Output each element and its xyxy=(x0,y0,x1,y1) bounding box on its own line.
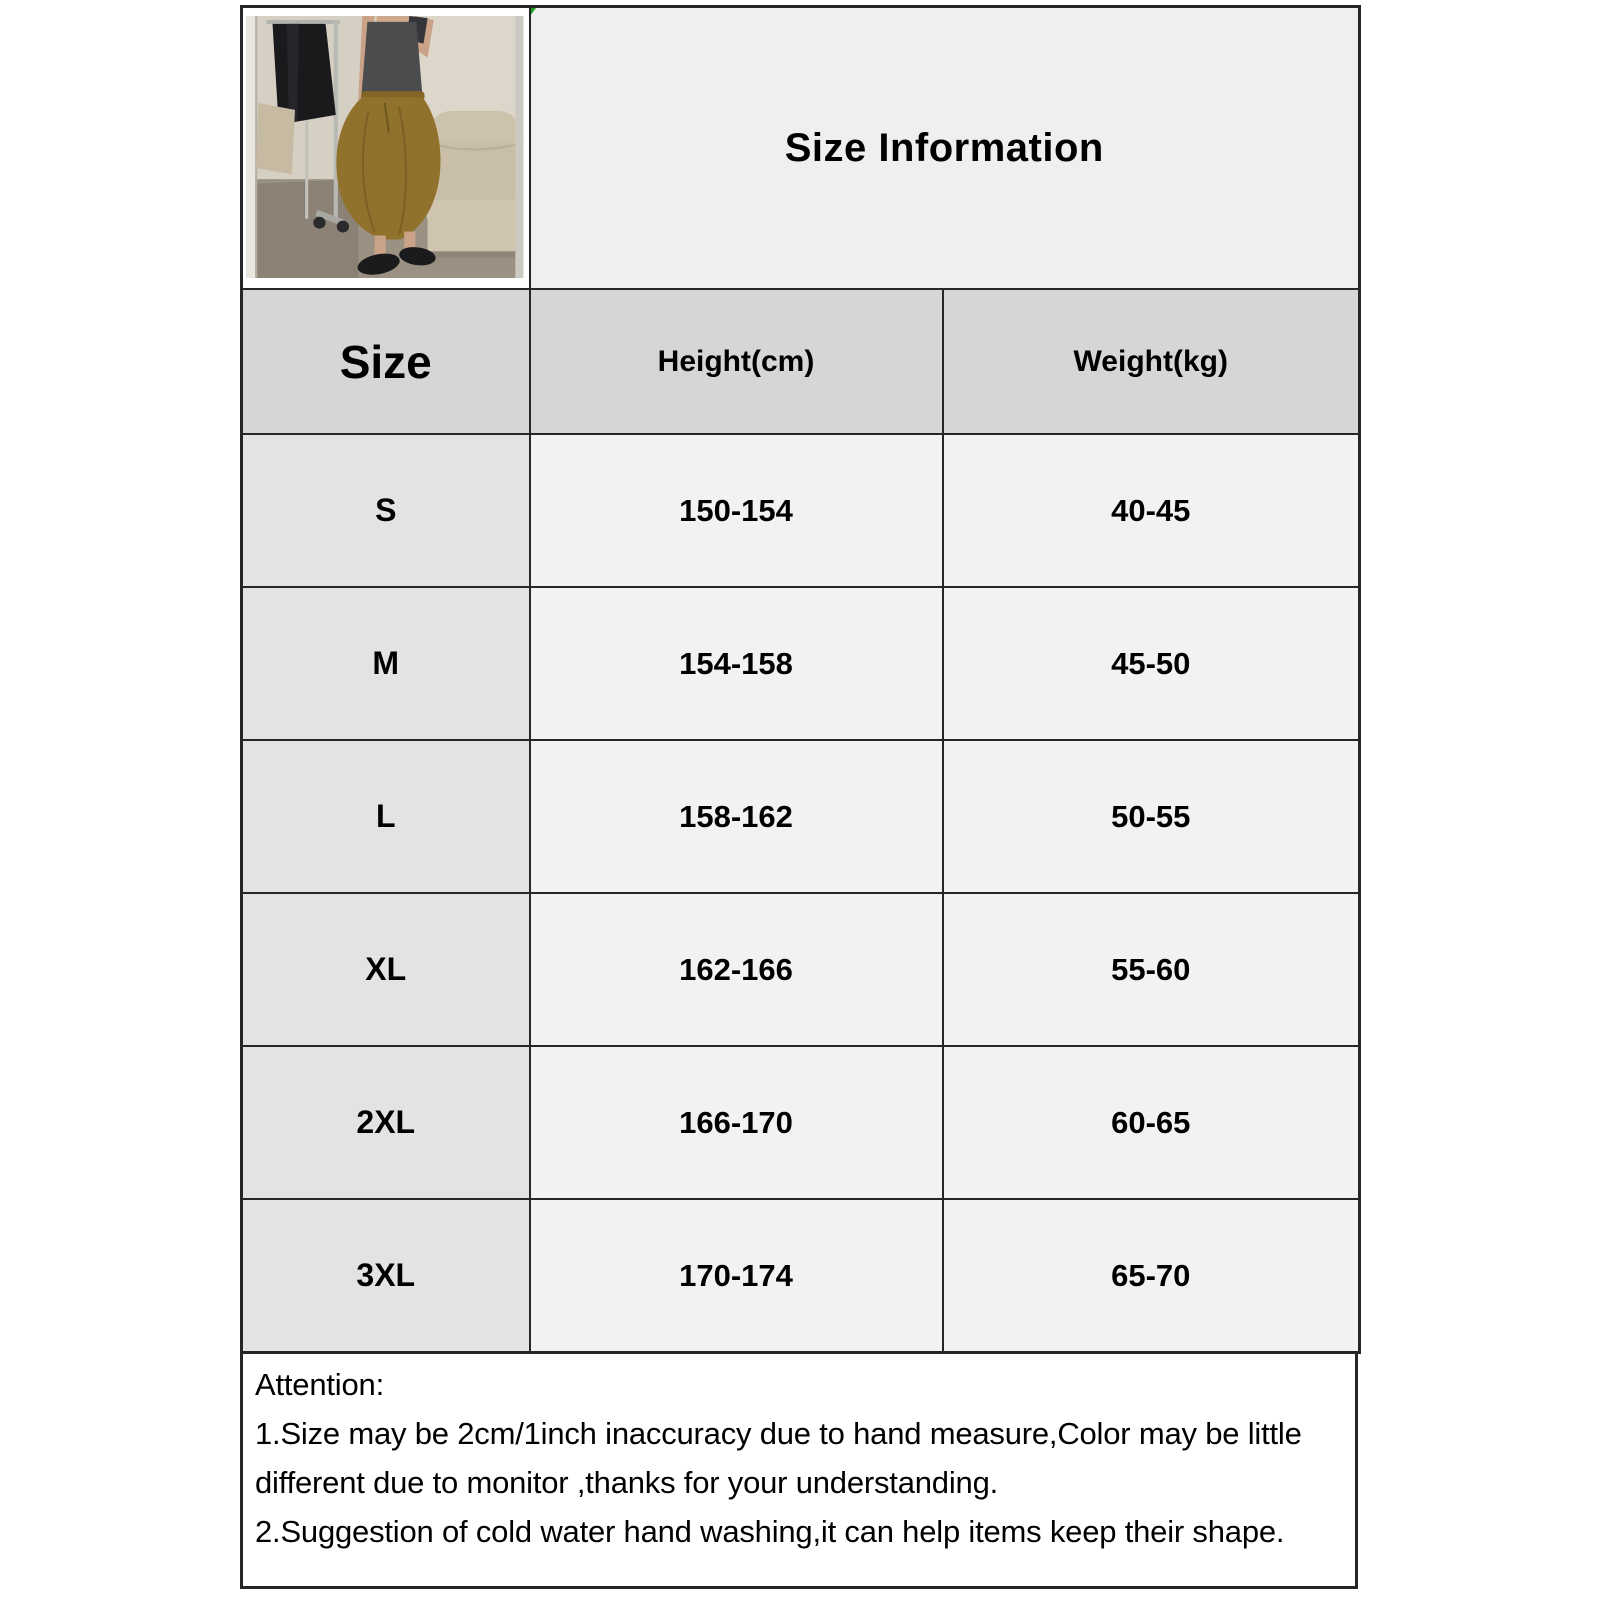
weight-cell: 45-50 xyxy=(943,587,1360,740)
weight-cell: 65-70 xyxy=(943,1199,1360,1353)
column-header-height: Height(cm) xyxy=(530,289,943,434)
column-header-weight: Weight(kg) xyxy=(943,289,1360,434)
attention-box xyxy=(240,1354,1358,1589)
attention-title: Attention: xyxy=(255,1367,384,1402)
table-row xyxy=(242,1046,1360,1199)
weight-cell: 40-45 xyxy=(943,434,1360,587)
size-cell: 3XL xyxy=(242,1199,530,1353)
height-cell: 154-158 xyxy=(530,587,943,740)
size-cell: XL xyxy=(242,893,530,1046)
table-row xyxy=(242,893,1360,1046)
page-title: Size Information xyxy=(784,125,1104,170)
title-cell xyxy=(530,7,1360,290)
table-row xyxy=(242,740,1360,893)
height-cell: 170-174 xyxy=(530,1199,943,1353)
size-cell: L xyxy=(242,740,530,893)
weight-cell: 55-60 xyxy=(943,893,1360,1046)
beige-garment xyxy=(256,103,295,174)
cell-flag-icon xyxy=(530,7,542,17)
height-cell: 150-154 xyxy=(530,434,943,587)
mirror-edge xyxy=(246,16,255,278)
product-photo-cell xyxy=(242,7,530,290)
size-table-body xyxy=(242,434,1360,1353)
height-cell: 162-166 xyxy=(530,893,943,1046)
height-cell: 158-162 xyxy=(530,740,943,893)
attention-line: different due to monitor ,thanks for your understanding. xyxy=(255,1465,999,1500)
size-cell: S xyxy=(242,434,530,587)
attention-line: 2.Suggestion of cold water hand washing,it can help items keep their shape. xyxy=(255,1514,1285,1549)
sofa xyxy=(426,110,524,256)
table-row xyxy=(242,587,1360,740)
table-row xyxy=(242,1199,1360,1353)
weight-cell: 50-55 xyxy=(943,740,1360,893)
tank-top xyxy=(361,21,422,96)
photo-title-row xyxy=(242,7,1360,290)
attention-lines xyxy=(255,1409,1343,1556)
product-photo xyxy=(246,16,524,278)
height-cell: 166-170 xyxy=(530,1046,943,1199)
size-cell: M xyxy=(242,587,530,740)
header-row xyxy=(242,289,1360,434)
size-table xyxy=(240,5,1361,1354)
size-chart xyxy=(240,5,1358,1589)
column-header-size: Size xyxy=(242,289,530,434)
size-cell: 2XL xyxy=(242,1046,530,1199)
table-row xyxy=(242,434,1360,587)
weight-cell: 60-65 xyxy=(943,1046,1360,1199)
attention-line: 1.Size may be 2cm/1inch inaccuracy due to hand measure,Color may be little xyxy=(255,1416,1302,1451)
